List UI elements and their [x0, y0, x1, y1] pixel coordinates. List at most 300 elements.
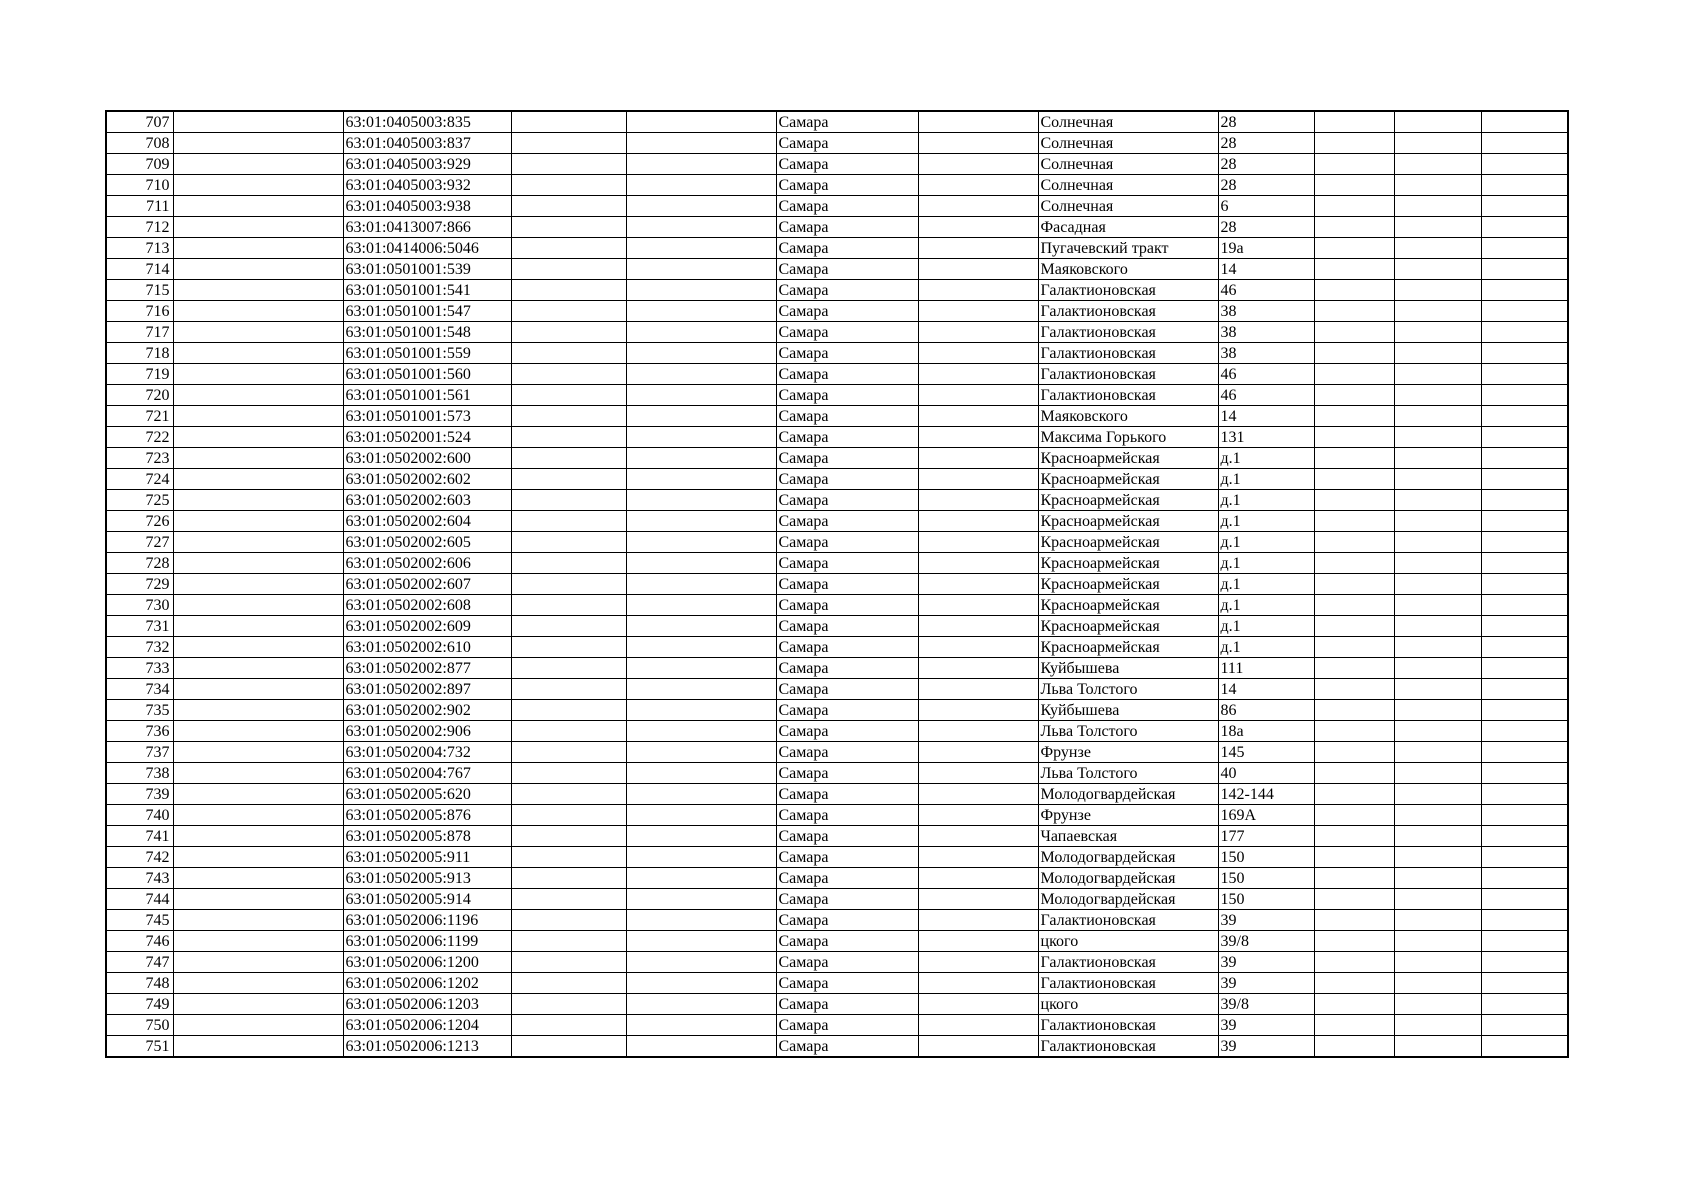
empty-cell	[626, 679, 776, 700]
empty-cell	[1394, 322, 1481, 343]
city-cell: Самара	[776, 280, 918, 301]
empty-cell	[173, 763, 343, 784]
empty-cell	[1481, 742, 1568, 763]
empty-cell	[1394, 826, 1481, 847]
city-cell: Самара	[776, 868, 918, 889]
house-cell: 28	[1218, 111, 1314, 133]
empty-cell	[1481, 385, 1568, 406]
empty-cell	[511, 343, 626, 364]
city-cell: Самара	[776, 154, 918, 175]
empty-cell	[918, 553, 1038, 574]
street-cell: Льва Толстого	[1038, 679, 1218, 700]
empty-cell	[173, 553, 343, 574]
empty-cell	[1481, 889, 1568, 910]
cadastral-number-cell: 63:01:0502002:603	[343, 490, 511, 511]
house-cell: д.1	[1218, 637, 1314, 658]
table-row	[106, 658, 1568, 679]
empty-cell	[173, 196, 343, 217]
empty-cell	[626, 1036, 776, 1058]
empty-cell	[918, 889, 1038, 910]
empty-cell	[173, 805, 343, 826]
empty-cell	[1314, 280, 1394, 301]
empty-cell	[918, 469, 1038, 490]
empty-cell	[511, 511, 626, 532]
street-cell: Фрунзе	[1038, 805, 1218, 826]
empty-cell	[918, 763, 1038, 784]
table-row	[106, 889, 1568, 910]
city-cell: Самара	[776, 700, 918, 721]
table-row	[106, 343, 1568, 364]
row-number-cell: 748	[106, 973, 173, 994]
cadastral-number-cell: 63:01:0502002:902	[343, 700, 511, 721]
empty-cell	[1481, 111, 1568, 133]
empty-cell	[626, 406, 776, 427]
empty-cell	[918, 931, 1038, 952]
empty-cell	[1394, 259, 1481, 280]
empty-cell	[173, 154, 343, 175]
empty-cell	[626, 910, 776, 931]
table-row	[106, 511, 1568, 532]
street-cell: цкого	[1038, 931, 1218, 952]
city-cell: Самара	[776, 889, 918, 910]
house-cell: 38	[1218, 301, 1314, 322]
empty-cell	[918, 322, 1038, 343]
empty-cell	[626, 490, 776, 511]
row-number-cell: 725	[106, 490, 173, 511]
empty-cell	[511, 952, 626, 973]
table-row	[106, 742, 1568, 763]
empty-cell	[1314, 826, 1394, 847]
house-cell: 177	[1218, 826, 1314, 847]
street-cell: Красноармейская	[1038, 637, 1218, 658]
empty-cell	[626, 511, 776, 532]
empty-cell	[1314, 406, 1394, 427]
empty-cell	[1314, 679, 1394, 700]
table-row	[106, 469, 1568, 490]
empty-cell	[1394, 448, 1481, 469]
table-row	[106, 952, 1568, 973]
property-register-table	[105, 110, 1569, 1058]
empty-cell	[511, 385, 626, 406]
empty-cell	[626, 469, 776, 490]
empty-cell	[511, 1036, 626, 1058]
empty-cell	[626, 238, 776, 259]
empty-cell	[173, 616, 343, 637]
empty-cell	[173, 826, 343, 847]
house-cell: 19а	[1218, 238, 1314, 259]
table-row	[106, 931, 1568, 952]
street-cell: Молодогвардейская	[1038, 868, 1218, 889]
empty-cell	[511, 574, 626, 595]
house-cell: 39	[1218, 1036, 1314, 1058]
empty-cell	[1394, 973, 1481, 994]
empty-cell	[918, 595, 1038, 616]
empty-cell	[1481, 343, 1568, 364]
empty-cell	[1314, 238, 1394, 259]
empty-cell	[626, 721, 776, 742]
row-number-cell: 720	[106, 385, 173, 406]
city-cell: Самара	[776, 133, 918, 154]
empty-cell	[1394, 111, 1481, 133]
empty-cell	[1394, 364, 1481, 385]
empty-cell	[1481, 868, 1568, 889]
empty-cell	[626, 784, 776, 805]
house-cell: 150	[1218, 889, 1314, 910]
street-cell: Фрунзе	[1038, 742, 1218, 763]
empty-cell	[1314, 742, 1394, 763]
house-cell: 169А	[1218, 805, 1314, 826]
row-number-cell: 744	[106, 889, 173, 910]
row-number-cell: 749	[106, 994, 173, 1015]
street-cell: Галактионовская	[1038, 280, 1218, 301]
cadastral-number-cell: 63:01:0502002:609	[343, 616, 511, 637]
street-cell: Галактионовская	[1038, 364, 1218, 385]
house-cell: 150	[1218, 868, 1314, 889]
city-cell: Самара	[776, 658, 918, 679]
table-row	[106, 553, 1568, 574]
empty-cell	[626, 111, 776, 133]
street-cell: Маяковского	[1038, 406, 1218, 427]
table-row	[106, 910, 1568, 931]
empty-cell	[626, 763, 776, 784]
empty-cell	[626, 175, 776, 196]
empty-cell	[1314, 658, 1394, 679]
table-body	[106, 111, 1568, 1057]
cadastral-number-cell: 63:01:0501001:548	[343, 322, 511, 343]
street-cell: Галактионовская	[1038, 1015, 1218, 1036]
empty-cell	[1394, 952, 1481, 973]
city-cell: Самара	[776, 553, 918, 574]
table-row	[106, 196, 1568, 217]
cadastral-number-cell: 63:01:0502006:1199	[343, 931, 511, 952]
city-cell: Самара	[776, 805, 918, 826]
empty-cell	[626, 994, 776, 1015]
empty-cell	[1314, 217, 1394, 238]
street-cell: Куйбышева	[1038, 658, 1218, 679]
cadastral-number-cell: 63:01:0501001:560	[343, 364, 511, 385]
empty-cell	[173, 322, 343, 343]
empty-cell	[1394, 553, 1481, 574]
city-cell: Самара	[776, 994, 918, 1015]
cadastral-number-cell: 63:01:0502005:911	[343, 847, 511, 868]
street-cell: Чапаевская	[1038, 826, 1218, 847]
table-row	[106, 1036, 1568, 1058]
table-row	[106, 111, 1568, 133]
cadastral-number-cell: 63:01:0501001:547	[343, 301, 511, 322]
empty-cell	[1394, 784, 1481, 805]
empty-cell	[1481, 427, 1568, 448]
empty-cell	[511, 448, 626, 469]
empty-cell	[626, 427, 776, 448]
row-number-cell: 747	[106, 952, 173, 973]
empty-cell	[918, 343, 1038, 364]
house-cell: 14	[1218, 259, 1314, 280]
empty-cell	[1314, 805, 1394, 826]
city-cell: Самара	[776, 490, 918, 511]
empty-cell	[1481, 406, 1568, 427]
empty-cell	[1314, 1015, 1394, 1036]
cadastral-number-cell: 63:01:0501001:561	[343, 385, 511, 406]
empty-cell	[1394, 385, 1481, 406]
empty-cell	[173, 931, 343, 952]
empty-cell	[918, 490, 1038, 511]
empty-cell	[1481, 637, 1568, 658]
empty-cell	[1314, 469, 1394, 490]
empty-cell	[511, 364, 626, 385]
empty-cell	[918, 238, 1038, 259]
table-row	[106, 217, 1568, 238]
house-cell: 131	[1218, 427, 1314, 448]
empty-cell	[918, 574, 1038, 595]
row-number-cell: 738	[106, 763, 173, 784]
empty-cell	[1394, 511, 1481, 532]
city-cell: Самара	[776, 847, 918, 868]
empty-cell	[1394, 406, 1481, 427]
empty-cell	[173, 784, 343, 805]
row-number-cell: 751	[106, 1036, 173, 1058]
house-cell: 145	[1218, 742, 1314, 763]
cadastral-number-cell: 63:01:0502002:602	[343, 469, 511, 490]
house-cell: 111	[1218, 658, 1314, 679]
empty-cell	[626, 973, 776, 994]
empty-cell	[918, 973, 1038, 994]
street-cell: Солнечная	[1038, 196, 1218, 217]
empty-cell	[173, 721, 343, 742]
empty-cell	[173, 259, 343, 280]
city-cell: Самара	[776, 511, 918, 532]
cadastral-number-cell: 63:01:0502002:607	[343, 574, 511, 595]
city-cell: Самара	[776, 721, 918, 742]
table-row	[106, 679, 1568, 700]
empty-cell	[626, 196, 776, 217]
cadastral-number-cell: 63:01:0502005:876	[343, 805, 511, 826]
empty-cell	[1481, 511, 1568, 532]
empty-cell	[511, 868, 626, 889]
empty-cell	[1481, 700, 1568, 721]
row-number-cell: 707	[106, 111, 173, 133]
street-cell: Красноармейская	[1038, 532, 1218, 553]
empty-cell	[1481, 133, 1568, 154]
street-cell: Молодогвардейская	[1038, 847, 1218, 868]
empty-cell	[1394, 280, 1481, 301]
city-cell: Самара	[776, 1036, 918, 1058]
row-number-cell: 729	[106, 574, 173, 595]
house-cell: 86	[1218, 700, 1314, 721]
empty-cell	[626, 133, 776, 154]
empty-cell	[626, 364, 776, 385]
table-row	[106, 721, 1568, 742]
table-row	[106, 784, 1568, 805]
empty-cell	[918, 175, 1038, 196]
street-cell: цкого	[1038, 994, 1218, 1015]
empty-cell	[918, 427, 1038, 448]
empty-cell	[511, 490, 626, 511]
empty-cell	[1314, 616, 1394, 637]
empty-cell	[918, 133, 1038, 154]
empty-cell	[626, 448, 776, 469]
empty-cell	[626, 616, 776, 637]
empty-cell	[626, 931, 776, 952]
cadastral-number-cell: 63:01:0502006:1204	[343, 1015, 511, 1036]
empty-cell	[173, 679, 343, 700]
cadastral-number-cell: 63:01:0502006:1196	[343, 910, 511, 931]
empty-cell	[1481, 322, 1568, 343]
empty-cell	[511, 805, 626, 826]
empty-cell	[626, 658, 776, 679]
empty-cell	[626, 805, 776, 826]
empty-cell	[173, 133, 343, 154]
empty-cell	[1314, 532, 1394, 553]
city-cell: Самара	[776, 742, 918, 763]
empty-cell	[511, 994, 626, 1015]
empty-cell	[511, 427, 626, 448]
city-cell: Самара	[776, 574, 918, 595]
empty-cell	[511, 469, 626, 490]
cadastral-number-cell: 63:01:0405003:932	[343, 175, 511, 196]
street-cell: Солнечная	[1038, 133, 1218, 154]
empty-cell	[511, 322, 626, 343]
street-cell: Галактионовская	[1038, 343, 1218, 364]
empty-cell	[173, 427, 343, 448]
row-number-cell: 737	[106, 742, 173, 763]
empty-cell	[1314, 448, 1394, 469]
empty-cell	[173, 175, 343, 196]
city-cell: Самара	[776, 259, 918, 280]
empty-cell	[1394, 931, 1481, 952]
empty-cell	[1481, 280, 1568, 301]
empty-cell	[1481, 259, 1568, 280]
cadastral-number-cell: 63:01:0501001:539	[343, 259, 511, 280]
empty-cell	[1394, 868, 1481, 889]
empty-cell	[626, 280, 776, 301]
empty-cell	[1394, 217, 1481, 238]
cadastral-number-cell: 63:01:0502006:1203	[343, 994, 511, 1015]
empty-cell	[1394, 1036, 1481, 1058]
house-cell: 14	[1218, 679, 1314, 700]
empty-cell	[173, 910, 343, 931]
empty-cell	[511, 679, 626, 700]
street-cell: Красноармейская	[1038, 574, 1218, 595]
empty-cell	[173, 700, 343, 721]
cadastral-number-cell: 63:01:0502002:605	[343, 532, 511, 553]
city-cell: Самара	[776, 111, 918, 133]
house-cell: 39	[1218, 1015, 1314, 1036]
empty-cell	[1394, 469, 1481, 490]
table-row	[106, 427, 1568, 448]
cadastral-number-cell: 63:01:0502002:897	[343, 679, 511, 700]
empty-cell	[1394, 658, 1481, 679]
house-cell: 39	[1218, 973, 1314, 994]
table-row	[106, 406, 1568, 427]
street-cell: Галактионовская	[1038, 1036, 1218, 1058]
empty-cell	[1481, 805, 1568, 826]
empty-cell	[511, 658, 626, 679]
city-cell: Самара	[776, 973, 918, 994]
row-number-cell: 719	[106, 364, 173, 385]
street-cell: Льва Толстого	[1038, 721, 1218, 742]
street-cell: Маяковского	[1038, 259, 1218, 280]
empty-cell	[1394, 742, 1481, 763]
empty-cell	[626, 637, 776, 658]
empty-cell	[511, 616, 626, 637]
empty-cell	[626, 889, 776, 910]
empty-cell	[1481, 679, 1568, 700]
empty-cell	[626, 595, 776, 616]
empty-cell	[173, 111, 343, 133]
row-number-cell: 740	[106, 805, 173, 826]
cadastral-number-cell: 63:01:0502002:610	[343, 637, 511, 658]
empty-cell	[918, 658, 1038, 679]
empty-cell	[1314, 868, 1394, 889]
empty-cell	[918, 868, 1038, 889]
empty-cell	[511, 301, 626, 322]
cadastral-number-cell: 63:01:0405003:837	[343, 133, 511, 154]
table-row	[106, 385, 1568, 406]
street-cell: Красноармейская	[1038, 448, 1218, 469]
table-row	[106, 364, 1568, 385]
row-number-cell: 745	[106, 910, 173, 931]
table-row	[106, 490, 1568, 511]
cadastral-number-cell: 63:01:0502004:767	[343, 763, 511, 784]
row-number-cell: 709	[106, 154, 173, 175]
cadastral-number-cell: 63:01:0501001:559	[343, 343, 511, 364]
empty-cell	[918, 826, 1038, 847]
empty-cell	[173, 847, 343, 868]
empty-cell	[918, 637, 1038, 658]
city-cell: Самара	[776, 364, 918, 385]
cadastral-number-cell: 63:01:0502006:1200	[343, 952, 511, 973]
row-number-cell: 717	[106, 322, 173, 343]
street-cell: Молодогвардейская	[1038, 784, 1218, 805]
city-cell: Самара	[776, 322, 918, 343]
empty-cell	[1481, 532, 1568, 553]
row-number-cell: 742	[106, 847, 173, 868]
empty-cell	[1314, 553, 1394, 574]
empty-cell	[918, 994, 1038, 1015]
empty-cell	[918, 847, 1038, 868]
empty-cell	[1481, 826, 1568, 847]
street-cell: Красноармейская	[1038, 511, 1218, 532]
row-number-cell: 728	[106, 553, 173, 574]
row-number-cell: 710	[106, 175, 173, 196]
city-cell: Самара	[776, 952, 918, 973]
empty-cell	[173, 511, 343, 532]
empty-cell	[1481, 973, 1568, 994]
street-cell: Красноармейская	[1038, 469, 1218, 490]
empty-cell	[1481, 616, 1568, 637]
city-cell: Самара	[776, 763, 918, 784]
empty-cell	[173, 385, 343, 406]
empty-cell	[1314, 427, 1394, 448]
empty-cell	[1394, 490, 1481, 511]
empty-cell	[511, 175, 626, 196]
empty-cell	[1394, 805, 1481, 826]
empty-cell	[173, 574, 343, 595]
cadastral-number-cell: 63:01:0502002:600	[343, 448, 511, 469]
empty-cell	[918, 301, 1038, 322]
row-number-cell: 739	[106, 784, 173, 805]
empty-cell	[173, 238, 343, 259]
empty-cell	[511, 553, 626, 574]
row-number-cell: 712	[106, 217, 173, 238]
empty-cell	[1394, 616, 1481, 637]
empty-cell	[1314, 784, 1394, 805]
empty-cell	[626, 574, 776, 595]
row-number-cell: 733	[106, 658, 173, 679]
city-cell: Самара	[776, 1015, 918, 1036]
empty-cell	[918, 616, 1038, 637]
empty-cell	[173, 868, 343, 889]
